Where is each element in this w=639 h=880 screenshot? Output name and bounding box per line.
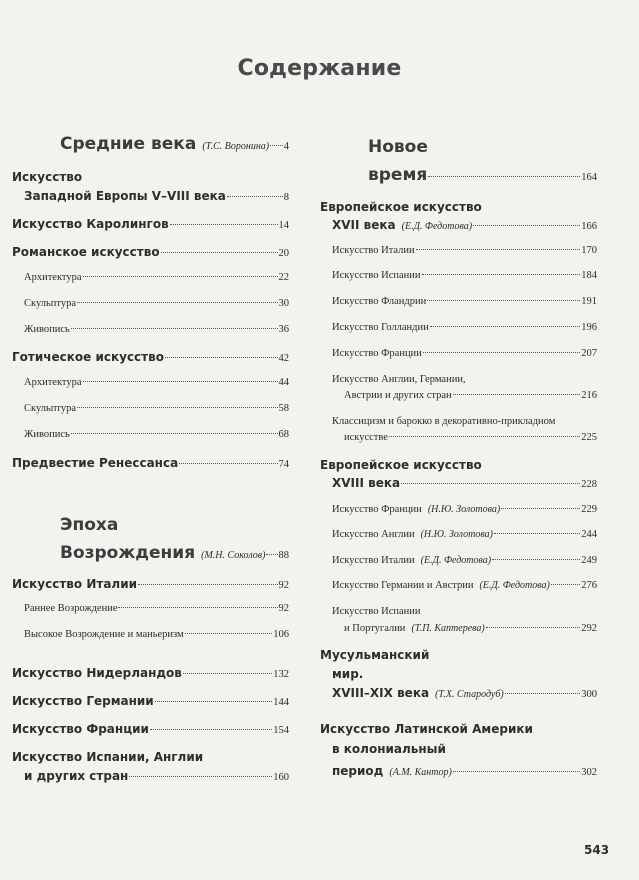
- toc-part-renaissance[interactable]: Возрождения (М.Н. Соколов) 88: [60, 543, 289, 563]
- toc-entry-carolingian[interactable]: Искусство Каролингов 14: [12, 217, 289, 231]
- toc-entry-label: Мусульманский: [320, 648, 430, 662]
- toc-entry-label: мир.: [332, 667, 364, 681]
- toc-entry-label: Европейское искусство: [320, 200, 482, 214]
- toc-entry-label: Искусство Испании, Англии: [12, 750, 204, 764]
- toc-entry-muslim[interactable]: XVIII–XIX века (Т.Х. Стародуб) 300: [332, 686, 597, 700]
- toc-subentry[interactable]: Высокое Возрождение и маньеризм 106: [24, 629, 289, 640]
- toc-part-modern[interactable]: время 164: [368, 165, 597, 185]
- toc-subentry[interactable]: Живопись 36: [24, 324, 289, 335]
- toc-entry-france[interactable]: Искусство Франции 154: [12, 722, 289, 736]
- toc-entry-euro-17[interactable]: XVII века (Е.Д. Федотова) 166: [332, 218, 597, 232]
- toc-part-label: Эпоха: [60, 515, 119, 535]
- toc-subentry[interactable]: Искусство Италии 170: [332, 245, 597, 256]
- toc-subentry[interactable]: Искусство Фландрии 191: [332, 296, 597, 307]
- toc-entry-label: Европейское искусство: [320, 458, 482, 472]
- toc-subentry[interactable]: Австрии и других стран 216: [344, 390, 597, 401]
- toc-subentry-label: Классицизм и барокко в декоративно-прикладном: [332, 416, 556, 427]
- toc-entry-netherlands[interactable]: Искусство Нидерландов 132: [12, 666, 289, 680]
- toc-subentry[interactable]: Раннее Возрождение 92: [24, 603, 289, 614]
- toc-entry-latin-america[interactable]: период (А.М. Кантор) 302: [332, 764, 597, 778]
- toc-entry-euro-18[interactable]: XVIII века 228: [332, 476, 597, 490]
- toc-subentry[interactable]: искусстве 225: [344, 432, 597, 443]
- toc-subentry[interactable]: Скульптура 30: [24, 298, 289, 309]
- page-number: 543: [584, 843, 610, 857]
- toc-subentry[interactable]: Искусство Франции 207: [332, 348, 597, 359]
- toc-entry-label: Искусство Латинской Америки: [320, 722, 533, 736]
- page-title: Содержание: [237, 56, 402, 81]
- toc-entry-western-europe[interactable]: Западной Европы V–VIII века 8: [24, 189, 289, 203]
- toc-subentry[interactable]: Архитектура 44: [24, 377, 289, 388]
- toc-subentry[interactable]: Искусство Франции (Н.Ю. Золотова) 229: [332, 504, 597, 515]
- toc-entry-romanesque[interactable]: Романское искусство 20: [12, 245, 289, 259]
- toc-part-label: Новое: [368, 137, 428, 157]
- toc-subentry[interactable]: Живопись 68: [24, 429, 289, 440]
- toc-subentry[interactable]: Архитектура 22: [24, 272, 289, 283]
- toc-entry-spain-england[interactable]: и других стран 160: [24, 769, 289, 783]
- toc-subentry[interactable]: Скульптура 58: [24, 403, 289, 414]
- toc-entry-germany[interactable]: Искусство Германии 144: [12, 694, 289, 708]
- toc-subentry[interactable]: Искусство Англии (Н.Ю. Золотова) 244: [332, 529, 597, 540]
- toc-entry-gothic[interactable]: Готическое искусство 42: [12, 350, 289, 364]
- toc-entry-label: Искусство: [12, 170, 83, 184]
- toc-subentry[interactable]: Искусство Германии и Австрии (Е.Д. Федотова) 276: [332, 580, 597, 591]
- toc-entry-proto-renaissance[interactable]: Предвестие Ренессанса 74: [12, 456, 289, 470]
- toc-subentry-label: Искусство Англии, Германии,: [332, 374, 466, 385]
- toc-entry-italy[interactable]: Искусство Италии 92: [12, 577, 289, 591]
- toc-subentry[interactable]: Искусство Голландии 196: [332, 322, 597, 333]
- toc-subentry[interactable]: и Португалии (Т.П. Каптерева) 292: [344, 623, 597, 634]
- toc-subentry[interactable]: Искусство Испании 184: [332, 270, 597, 281]
- toc-part-middle-ages[interactable]: Средние века (Т.С. Воронина) 4: [60, 134, 289, 154]
- toc-subentry[interactable]: Искусство Италии (Е.Д. Федотова) 249: [332, 555, 597, 566]
- toc-subentry-label: Искусство Испании: [332, 606, 421, 617]
- toc-entry-label: в колониальный: [332, 742, 446, 756]
